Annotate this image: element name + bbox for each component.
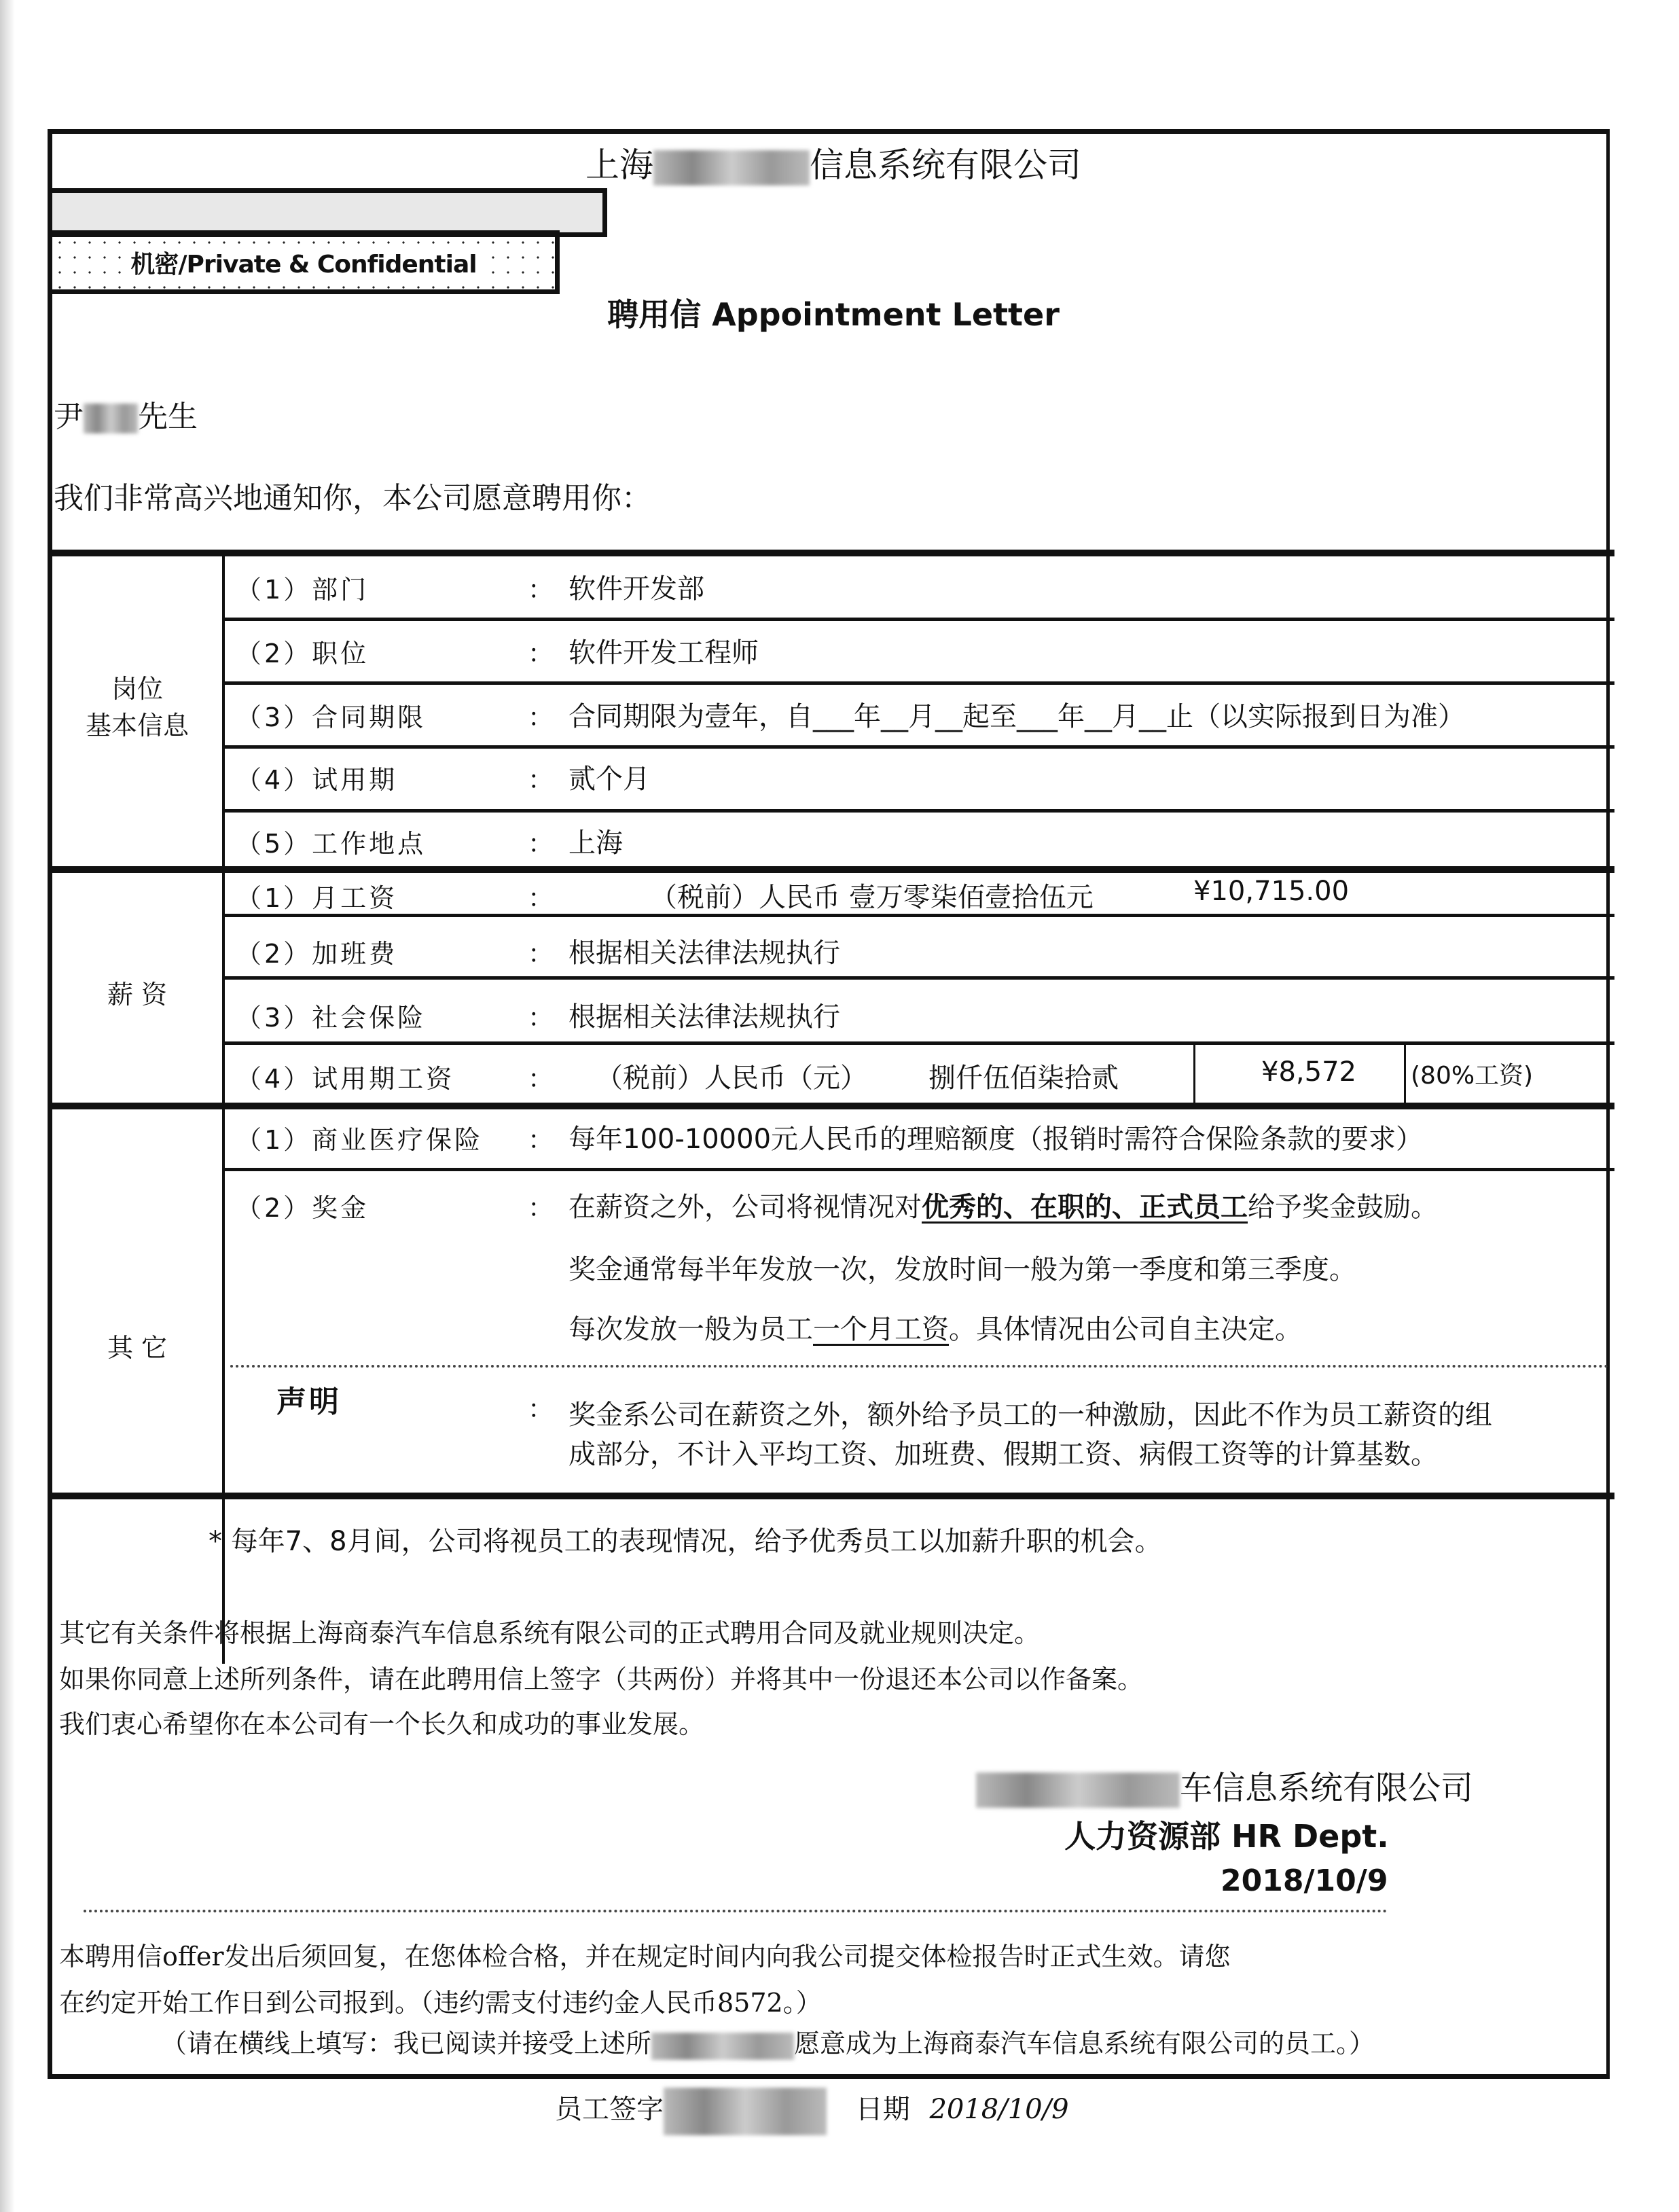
offer-note: 本聘用信offer发出后须回复，在您体检合格，并在规定时间内向我公司提交体检报告时正式生效。请您 — [59, 1942, 1231, 1972]
company-title: 上海 信息系统有限公司 — [585, 145, 1081, 185]
row-divider — [225, 976, 1614, 980]
letter-title: 聘用信 Appointment Letter — [607, 296, 1060, 333]
cell-divider — [1404, 1041, 1406, 1103]
redacted-text — [651, 2033, 794, 2060]
salutation: 尹 先生 — [54, 399, 198, 434]
divider — [52, 866, 1614, 873]
signed-date[interactable]: 2018/10/9 — [929, 2094, 1069, 2125]
row-divider — [225, 809, 1614, 813]
row-divider — [225, 1041, 1614, 1045]
scan-shadow — [0, 0, 15, 2212]
terms-line: 我们衷心希望你在本公司有一个长久和成功的事业发展。 — [59, 1709, 705, 1739]
row-divider — [225, 745, 1614, 749]
raise-note: * 每年7、8月间，公司将视员工的表现情况，给予优秀员工以加薪升职的机会。 — [209, 1526, 1162, 1557]
cell-divider — [1193, 1041, 1195, 1103]
redacted-company-name — [653, 150, 810, 185]
fill-instruction: （请在横线上填写：我已阅读并接受上述所 愿意成为上海商泰汽车信息系统有限公司的员工。） — [161, 2029, 1375, 2058]
letter-frame: 上海 信息系统有限公司 机密/Private & Confidential 聘用信 Appointment Letter 尹 先生 我们非常高兴地通知你，本公司愿意聘用你： 岗位 基本信息 （1）部门 ： 软件开发部 （2）职位 ： 软件开发工程师 （3）合同期限 ： 合同期限为壹年，自___年__月__起至___年__月__止（以实际报到日为准） （4）试用期 ： 贰个月 （5）工作地点 ： 上海 薪 资 （1）月工资 ： （税前）人民币 壹万零柒佰壹拾伍元 ¥10,715.00 （2）加班费 ： 根据相关法律法规执行 （3）社会保险 ： 根据相关法律法规执行 （4）试用期工资 ： （税前）人民币（元） 捌仟伍佰柒拾贰 ¥8,572 (80%工资) 其 它 （1）商业医疗保险 ： 每年100-10000元人民币的理赔额度（报销时需符合保险条款的要求） （2）奖金 ： 在薪资之外，公司将视情况对优秀的、在职的、正式员工给予奖金鼓励。 奖金通常每半年发放一次，发放时间一般为第一季度和第三季度。 每次发放一般为员工一个月工资。具体情况由公司自主决定。 声明 ： 奖金系公司在薪资之外，额外给予员工的一种激励，因此不作为员工薪资的组 成部分，不计入平均工资、加班费、假期工资、病假工资等的计算基数。 * 每年7、8月间，公司将视员工的表现情况，给予优秀员工以加薪升职的机会。 其它有关条件将根据上海商泰汽车信息系统有限公司的正式聘用合同及就业规则决定。 如果你同意上述所列条件，请在此聘用信上签字（共两份）并将其中一份退还本公司以作备案。 我们衷心希望你在本公司有一个长久和成功的事业发展。 车信息系统有限公司 人力资源部 HR Dept. 2018/10/9 本聘用信offer发出后须回复，在您体检合格，并在规定时间内向我公司提交体检报告时正式生效。请您 在约定开始工作日到公司报到。（违约需支付违约金人民币8572。） （请在横线上填写：我已阅读并接受上述所 愿意成为上海商泰汽车信息系统有限公司的员工。） 员工签字 日期 2018/10/9 — [48, 129, 1610, 2079]
section-label-position: 岗位 基本信息 — [85, 674, 189, 741]
row-divider — [225, 681, 1614, 685]
divider — [52, 550, 1614, 556]
signoff-department: 人力资源部 HR Dept. — [1064, 1818, 1389, 1855]
row-divider — [225, 1168, 1614, 1171]
confidential-banner — [52, 230, 560, 294]
terms-line: 其它有关条件将根据上海商泰汽车信息系统有限公司的正式聘用合同及就业规则决定。 — [59, 1618, 1041, 1648]
terms-line: 如果你同意上述所列条件，请在此聘用信上签字（共两份）并将其中一份退还本公司以作备案。 — [59, 1664, 1144, 1694]
offer-note: 在约定开始工作日到公司报到。（违约需支付违约金人民币8572。） — [59, 1988, 822, 2018]
section-label-other: 其 它 — [107, 1333, 168, 1363]
redacted-company-name — [976, 1772, 1180, 1808]
dotted-divider — [84, 1910, 1388, 1912]
divider — [52, 1103, 1614, 1109]
signature-line: 员工签字 日期 2018/10/9 — [555, 2088, 1069, 2135]
divider — [52, 1493, 1614, 1499]
intro-text: 我们非常高兴地通知你，本公司愿意聘用你： — [54, 481, 651, 516]
redacted-name — [84, 404, 138, 433]
section-label-salary: 薪 资 — [107, 980, 168, 1010]
row-divider — [225, 618, 1614, 621]
signoff-date: 2018/10/9 — [1221, 1863, 1388, 1898]
signoff-company: 车信息系统有限公司 — [976, 1762, 1473, 1808]
confidential-label: 机密/Private & Confidential — [126, 245, 480, 280]
dotted-divider — [230, 1365, 1609, 1368]
signature-field[interactable] — [664, 2088, 827, 2135]
